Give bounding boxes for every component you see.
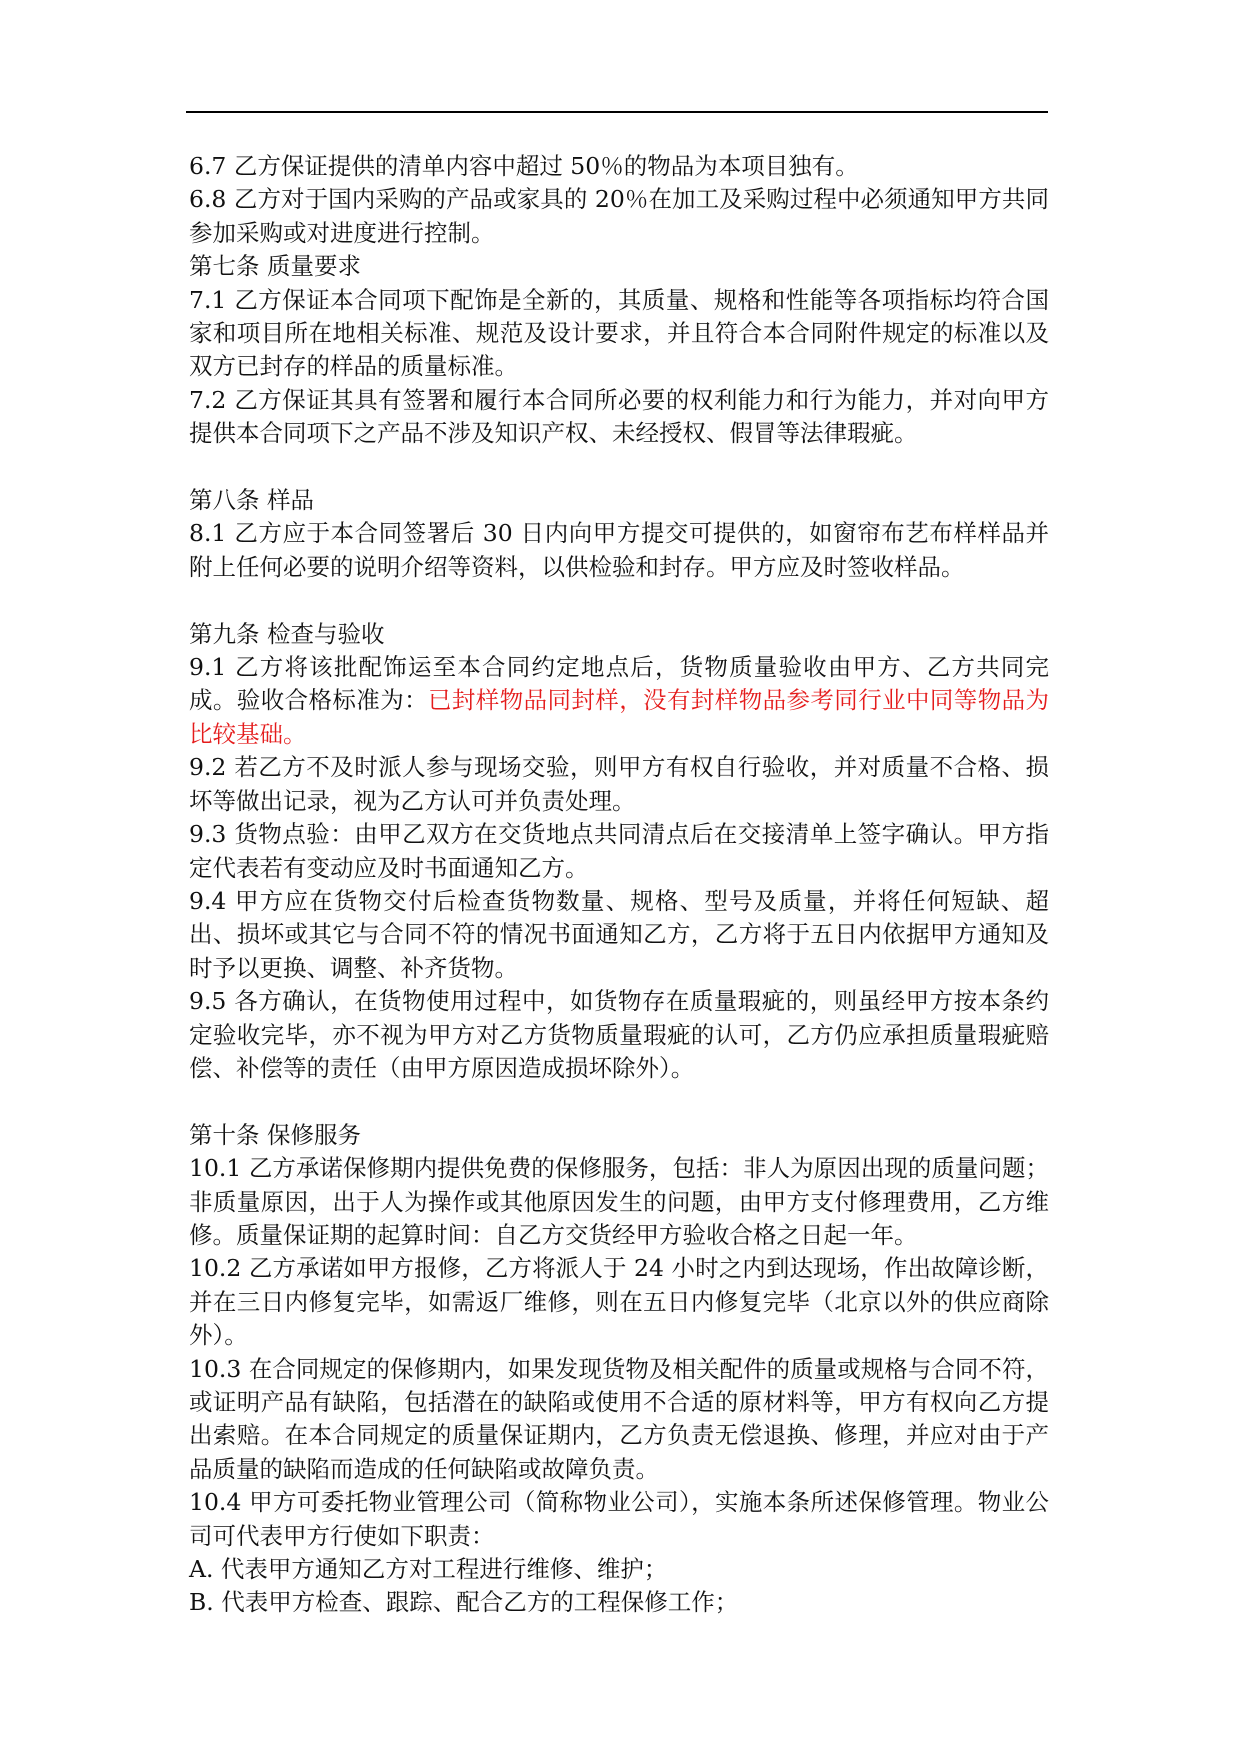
document-body — [189, 150, 1049, 1620]
clause-6-7: 6.7 乙方保证提供的清单内容中超过 50％的物品为本项目独有。 — [189, 152, 859, 180]
clause-7-1: 7.1 乙方保证本合同项下配饰是全新的，其质量、规格和性能等各项指标均符合国家和项目所在地相关标准、规范及设计要求，并且符合本合同附件规定的标准以及双方已封存的样品的质量标准。 — [189, 285, 1049, 381]
clause-9-1 — [189, 651, 1049, 751]
clause-10-2: 10.2 乙方承诺如甲方报修，乙方将派人于 24 小时之内到达现场，作出故障诊断，并在三日内修复完毕，如需返厂维修，则在五日内修复完毕（北京以外的供应商除外）。 — [189, 1254, 1049, 1350]
blank-line — [189, 584, 1049, 617]
article-8-heading: 第八条 样品 — [189, 486, 314, 515]
clause-7-2: 7.2 乙方保证其具有签署和履行本合同所必要的权利能力和行为能力，并对向甲方提供本合同项下之产品不涉及知识产权、未经授权、假冒等法律瑕疵。 — [189, 385, 1049, 448]
clause-10-1: 10.1 乙方承诺保修期内提供免费的保修服务，包括：非人为原因出现的质量问题；非质量原因，出于人为操作或其他原因发生的问题，由甲方支付修理费用，乙方维修。质量保证期的起算时间：自乙方交货经甲方验收合格之日起一年。 — [189, 1154, 1049, 1249]
clause-8-1: 8.1 乙方应于本合同签署后 30 日内向甲方提交可提供的，如窗帘布艺布样样品并附上任何必要的说明介绍等资料，以供检验和封存。甲方应及时签收样品。 — [189, 519, 1049, 581]
blank-line — [189, 1085, 1049, 1118]
item-a: A. 代表甲方通知乙方对工程进行维修、维护； — [189, 1555, 668, 1584]
header-rule — [186, 111, 1048, 113]
clause-9-1-highlight: 已封样物品同封样，没有封样物品参考同行业中同等物品为比较基础。 — [189, 686, 1049, 748]
clause-10-3: 10.3 在合同规定的保修期内，如果发现货物及相关配件的质量或规格与合同不符，或证明产品有缺陷，包括潜在的缺陷或使用不合适的原材料等，甲方有权向乙方提出索赔。在本合同规定的质量保证期内，乙方负责无偿退换、修理，并应对由于产品质量的缺陷而造成的任何缺陷或故障负责。 — [189, 1354, 1049, 1483]
clause-9-2: 9.2 若乙方不及时派人参与现场交验，则甲方有权自行验收，并对质量不合格、损坏等做出记录，视为乙方认可并负责处理。 — [189, 753, 1049, 815]
clause-9-3: 9.3 货物点验：由甲乙双方在交货地点共同清点后在交接清单上签字确认。甲方指定代表若有变动应及时书面通知乙方。 — [189, 820, 1049, 882]
clause-10-4: 10.4 甲方可委托物业管理公司（简称物业公司），实施本条所述保修管理。物业公司可代表甲方行使如下职责： — [189, 1488, 1049, 1550]
clause-9-5: 9.5 各方确认，在货物使用过程中，如货物存在质量瑕疵的，则虽经甲方按本条约定验收完毕，亦不视为甲方对乙方货物质量瑕疵的认可，乙方仍应承担质量瑕疵赔偿、补偿等的责任（由甲方原因造成损坏除外）。 — [189, 987, 1049, 1082]
clause-9-4: 9.4 甲方应在货物交付后检查货物数量、规格、型号及质量，并将任何短缺、超出、损坏或其它与合同不符的情况书面通知乙方，乙方将于五日内依据甲方通知及时予以更换、调整、补齐货物。 — [189, 886, 1049, 982]
clause-9-1-text: 9.1 乙方将该批配饰运至本合同约定地点后，货物质量验收由甲方、乙方共同完成。验收合格标准为： — [189, 653, 1049, 715]
item-b: B. 代表甲方检查、跟踪、配合乙方的工程保修工作； — [189, 1588, 739, 1617]
article-9-heading: 第九条 检查与验收 — [189, 619, 385, 648]
article-10-heading: 第十条 保修服务 — [189, 1120, 361, 1149]
article-7-heading: 第七条 质量要求 — [189, 252, 361, 281]
blank-line — [189, 451, 1049, 484]
clause-6-8: 6.8 乙方对于国内采购的产品或家具的 20％在加工及采购过程中必须通知甲方共同参加采购或对进度进行控制。 — [189, 185, 1049, 247]
